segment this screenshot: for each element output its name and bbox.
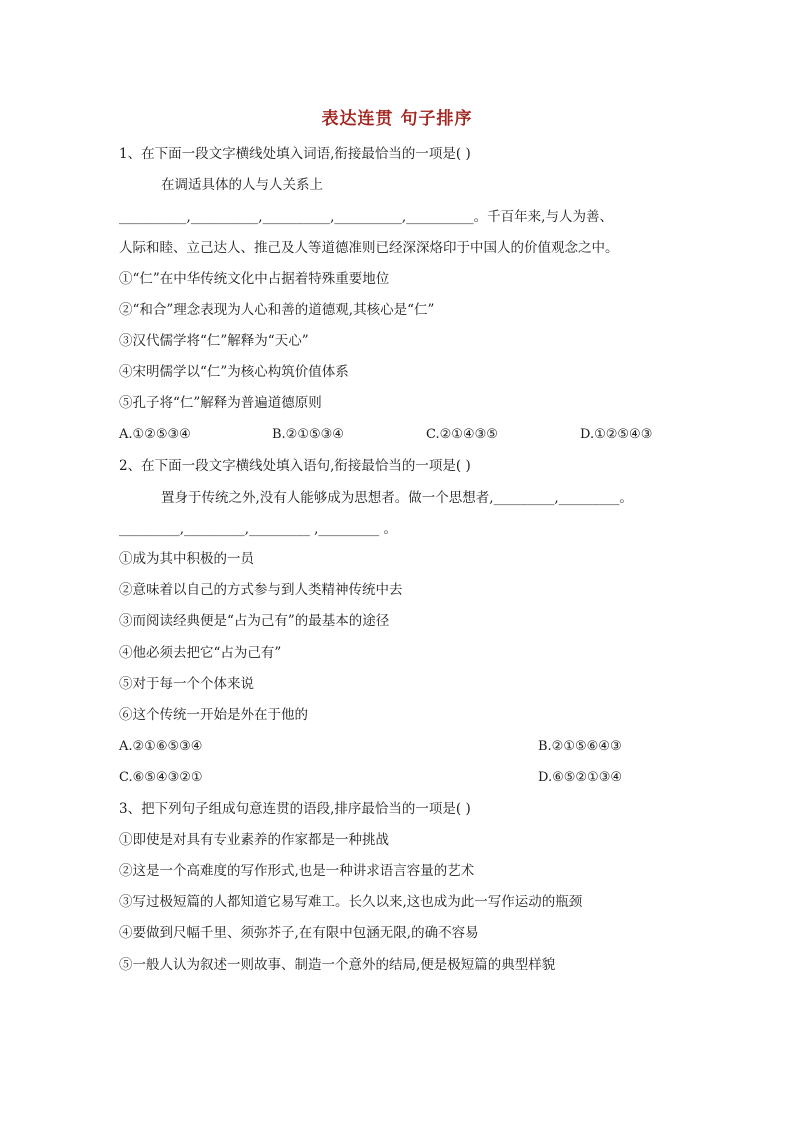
q1-option-d: D.①②⑤④③ [580, 427, 653, 442]
q2-option-c: C.⑥⑤④③②① [119, 770, 203, 785]
q2-sentence: ③而阅读经典便是“占为己有”的最基本的途径 [119, 613, 390, 629]
q3-stem: 3、把下列句子组成句意连贯的语段,排序最恰当的一项是( ) [119, 801, 471, 817]
q1-sentence: ④宋明儒学以“仁”为核心构筑价值体系 [119, 364, 349, 380]
q1-sentence: ①“仁”在中华传统文化中占据着特殊重要地位 [119, 271, 390, 287]
q3-sentence: ④要做到尺幅千里、须弥芥子,在有限中包涵无限,的确不容易 [119, 925, 479, 941]
q3-sentence: ⑤一般人认为叙述一则故事、制造一个意外的结局,便是极短篇的典型样貌 [119, 957, 556, 973]
q1-passage-line: __________,__________,__________,__________,__________。千百年来,与人为善、 [119, 209, 613, 225]
q3-sentence: ①即使是对具有专业素养的作家都是一种挑战 [119, 832, 389, 848]
q2-sentence: ⑤对于每一个个体来说 [119, 676, 254, 692]
q1-sentence: ③汉代儒学将“仁”解释为“天心” [119, 333, 309, 349]
q1-option-c: C.②①④③⑤ [426, 427, 498, 442]
q2-sentence: ⑥这个传统一开始是外在于他的 [119, 707, 308, 723]
q3-sentence: ②这是一个高难度的写作形式,也是一种讲求语言容量的艺术 [119, 863, 475, 879]
q1-passage-intro: 在调适具体的人与人关系上 [161, 177, 323, 193]
q2-stem: 2、在下面一段文字横线处填入语句,衔接最恰当的一项是( ) [119, 458, 471, 474]
q2-sentence: ④他必须去把它“占为己有” [119, 645, 282, 661]
q2-passage-line: _________,_________,_________ ,_________ 。 [119, 521, 397, 537]
q1-passage-line: 人际和睦、立己达人、推己及人等道德准则已经深深烙印于中国人的价值观念之中。 [119, 240, 619, 256]
q1-stem: 1、在下面一段文字横线处填入词语,衔接最恰当的一项是( ) [119, 146, 471, 162]
q2-passage-line: 置身于传统之外,没有人能够成为思想者。做一个思想者,_________,_________。 [161, 490, 633, 506]
q1-option-b: B.②①⑤③④ [272, 427, 344, 442]
q2-option-a: A.②①⑥⑤③④ [119, 739, 203, 754]
page-title: 表达连贯 句子排序 [321, 109, 473, 129]
q2-option-d: D.⑥⑤②①③④ [538, 770, 623, 785]
q1-option-a: A.①②⑤③④ [119, 427, 191, 442]
q3-sentence: ③写过极短篇的人都知道它易写难工。长久以来,这也成为此一写作运动的瓶颈 [119, 894, 583, 910]
q2-option-b: B.②①⑤⑥④③ [538, 739, 622, 754]
q1-sentence: ⑤孔子将“仁”解释为普遍道德原则 [119, 395, 322, 411]
q2-sentence: ②意味着以自己的方式参与到人类精神传统中去 [119, 582, 403, 598]
q1-sentence: ②“和合”理念表现为人心和善的道德观,其核心是“仁” [119, 302, 435, 318]
q2-sentence: ①成为其中积极的一员 [119, 551, 254, 567]
